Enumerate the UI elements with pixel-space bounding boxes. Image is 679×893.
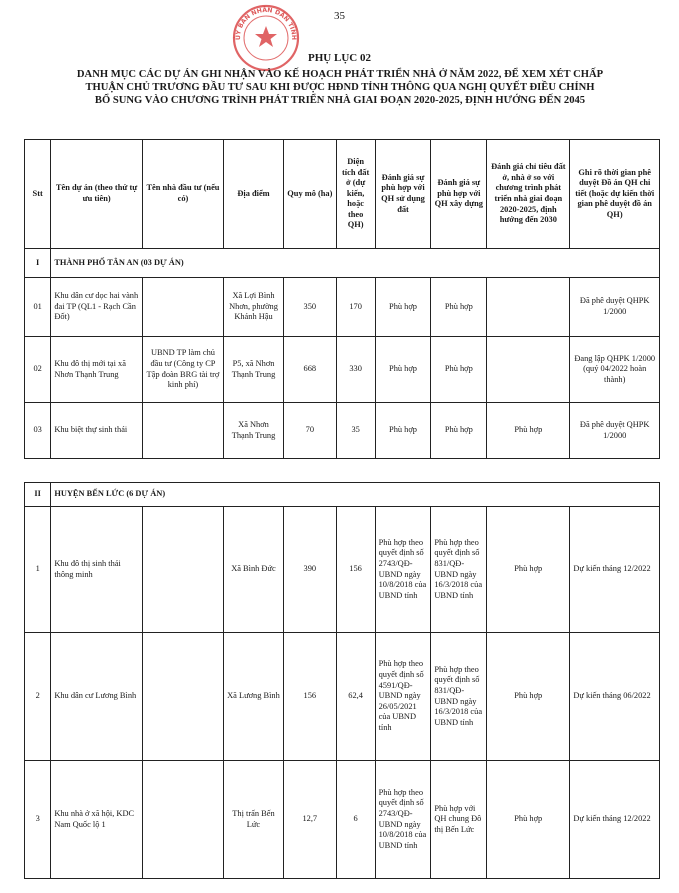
cell-scale: 390	[283, 507, 336, 633]
cell-location: Xã Lợi Bình Nhơn, phường Khánh Hậu	[224, 278, 284, 337]
cell-investor	[142, 507, 223, 633]
table-row	[25, 278, 660, 337]
section-row	[25, 483, 660, 507]
col-header-name: Tên dự án (theo thứ tự ưu tiên)	[51, 140, 143, 249]
section-index: II	[25, 483, 51, 507]
cell-note: Dự kiến tháng 06/2022	[570, 633, 660, 761]
page-number: 35	[334, 10, 345, 22]
cell-eval-program: Phù hợp	[487, 403, 570, 459]
cell-note: Đã phê duyệt QHPK 1/2000	[570, 403, 660, 459]
cell-investor	[142, 761, 223, 879]
col-header-eval-land: Đánh giá sự phù hợp với QH sử dụng đất	[375, 140, 431, 249]
col-header-location: Địa điểm	[224, 140, 284, 249]
cell-location: Xã Nhơn Thạnh Trung	[224, 403, 284, 459]
cell-note: Đã phê duyệt QHPK 1/2000	[570, 278, 660, 337]
cell-eval-land: Phù hợp	[375, 403, 431, 459]
cell-investor: UBND TP làm chủ đầu tư (Công ty CP Tập đoàn BRG tài trợ kinh phí)	[142, 337, 223, 403]
document-title	[20, 68, 660, 107]
cell-name: Khu dân cư dọc hai vành đai TP (QL1 - Rạch Cần Đốt)	[51, 278, 143, 337]
cell-eval-program	[487, 278, 570, 337]
cell-land: 35	[336, 403, 375, 459]
col-header-stt: Stt	[25, 140, 51, 249]
col-header-note: Ghi rõ thời gian phê duyệt Đồ án QH chi tiết (hoặc dự kiến thời gian phê duyệt đồ án QH)	[570, 140, 660, 249]
header-row	[25, 140, 660, 249]
col-header-investor: Tên nhà đầu tư (nếu có)	[142, 140, 223, 249]
cell-investor	[142, 278, 223, 337]
cell-stt: 3	[25, 761, 51, 879]
col-header-scale: Quy mô (ha)	[284, 140, 337, 249]
cell-location: P5, xã Nhơn Thạnh Trung	[224, 337, 284, 403]
cell-scale: 12,7	[283, 761, 336, 879]
cell-stt: 2	[25, 633, 51, 761]
cell-note: Dự kiến tháng 12/2022	[570, 761, 660, 879]
cell-eval-program	[487, 337, 570, 403]
svg-text:ỦY BAN NHÂN DÂN TỈNH: ỦY BAN NHÂN DÂN TỈNH	[234, 6, 298, 41]
col-header-land: Diện tích đất ở (dự kiến, hoặc theo QH)	[336, 140, 375, 249]
title-line-3: BỔ SUNG VÀO CHƯƠNG TRÌNH PHÁT TRIỂN NHÀ GIAI ĐOẠN 2020-2025, ĐỊNH HƯỚNG ĐẾN 2045	[94, 95, 586, 106]
cell-note: Dự kiến tháng 12/2022	[570, 507, 660, 633]
cell-note: Đang lập QHPK 1/2000 (quý 04/2022 hoàn thành)	[570, 337, 660, 403]
col-header-eval-build: Đánh giá sự phù hợp với QH xây dựng	[431, 140, 487, 249]
cell-eval-land: Phù hợp theo quyết định số 2743/QĐ-UBND ngày 10/8/2018 của UBND tỉnh	[375, 761, 431, 879]
section-row	[25, 249, 660, 278]
table-row	[25, 761, 660, 879]
cell-location: Xã Lương Bình	[223, 633, 283, 761]
cell-eval-build: Phù hợp theo quyết định số 831/QĐ-UBND ngày 16/3/2018 của UBND tỉnh	[431, 507, 487, 633]
cell-stt: 1	[25, 507, 51, 633]
cell-location: Thị trấn Bến Lức	[223, 761, 283, 879]
cell-scale: 70	[284, 403, 337, 459]
section-index: I	[25, 249, 51, 278]
table-row	[25, 403, 660, 459]
cell-eval-build: Phù hợp theo quyết định số 831/QĐ-UBND ngày 16/3/2018 của UBND tỉnh	[431, 633, 487, 761]
cell-eval-land: Phù hợp	[375, 337, 431, 403]
table-row	[25, 337, 660, 403]
cell-name: Khu nhà ở xã hội, KDC Nam Quốc lộ 1	[51, 761, 143, 879]
cell-eval-build: Phù hợp với QH chung Đô thị Bến Lức	[431, 761, 487, 879]
cell-location: Xã Bình Đức	[223, 507, 283, 633]
cell-land: 6	[336, 761, 375, 879]
cell-scale: 156	[283, 633, 336, 761]
cell-eval-program: Phù hợp	[487, 761, 570, 879]
projects-table-part-1	[24, 139, 660, 459]
projects-table-part-2	[24, 482, 660, 879]
cell-eval-program: Phù hợp	[487, 633, 570, 761]
cell-land: 330	[336, 337, 375, 403]
cell-name: Khu đô thị sinh thái thông minh	[51, 507, 143, 633]
section-title: HUYỆN BẾN LỨC (6 DỰ ÁN)	[51, 483, 660, 507]
cell-eval-land: Phù hợp theo quyết định số 2743/QĐ-UBND ngày 10/8/2018 của UBND tỉnh	[375, 507, 431, 633]
cell-eval-land: Phù hợp	[375, 278, 431, 337]
cell-stt: 03	[25, 403, 51, 459]
cell-land: 156	[336, 507, 375, 633]
cell-name: Khu biệt thự sinh thái	[51, 403, 143, 459]
cell-eval-land: Phù hợp theo quyết định số 4591/QĐ-UBND ngày 26/05/2021 của UBND tỉnh	[375, 633, 431, 761]
cell-stt: 01	[25, 278, 51, 337]
cell-investor	[142, 633, 223, 761]
title-line-1: DANH MỤC CÁC DỰ ÁN GHI NHẬN VÀO KẾ HOẠCH PHÁT TRIỂN NHÀ Ở NĂM 2022, ĐỂ XEM XÉT CHẤP	[76, 69, 604, 80]
cell-eval-build: Phù hợp	[431, 403, 487, 459]
cell-name: Khu dân cư Lương Bình	[51, 633, 143, 761]
table-row	[25, 633, 660, 761]
cell-eval-build: Phù hợp	[431, 278, 487, 337]
cell-investor	[142, 403, 223, 459]
col-header-eval-program: Đánh giá chỉ tiêu đất ở, nhà ở so với chương trình phát triển nhà giai đoạn 2020-2025, định hướng đến 2030	[487, 140, 570, 249]
cell-land: 170	[336, 278, 375, 337]
title-line-2: THUẬN CHỦ TRƯƠNG ĐẦU TƯ SAU KHI ĐƯỢC HĐND TỈNH THÔNG QUA NGHỊ QUYẾT ĐIỀU CHỈNH	[85, 82, 595, 93]
appendix-label: PHỤ LỤC 02	[308, 52, 371, 64]
cell-eval-build: Phù hợp	[431, 337, 487, 403]
section-title: THÀNH PHỐ TÂN AN (03 DỰ ÁN)	[51, 249, 660, 278]
cell-stt: 02	[25, 337, 51, 403]
cell-land: 62,4	[336, 633, 375, 761]
cell-scale: 350	[284, 278, 337, 337]
cell-name: Khu đô thị mới tại xã Nhơn Thạnh Trung	[51, 337, 143, 403]
table-row	[25, 507, 660, 633]
cell-eval-program: Phù hợp	[487, 507, 570, 633]
cell-scale: 668	[284, 337, 337, 403]
